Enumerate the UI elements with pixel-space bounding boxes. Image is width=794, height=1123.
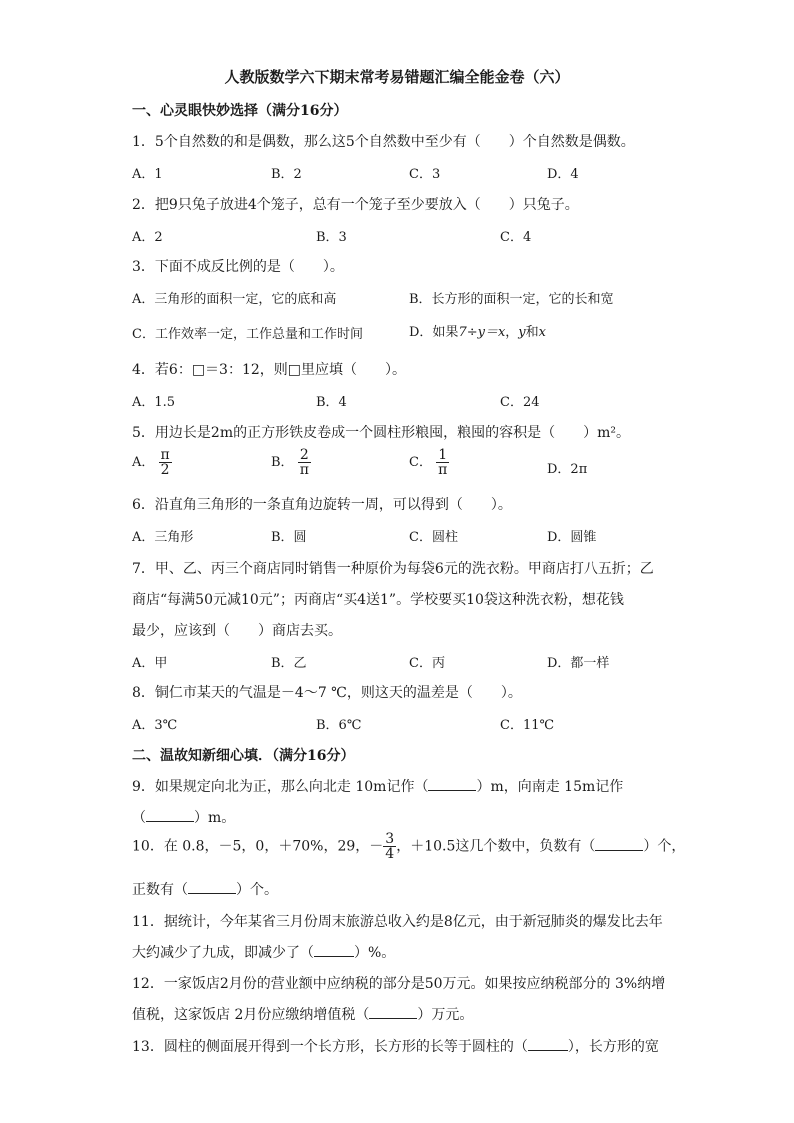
q1-option-d[interactable]: D．4 [547, 167, 579, 182]
q5-a-denominator: 2 [160, 462, 170, 478]
question-7-line-3: 最少，应该到（ ）商店去买。 [132, 623, 342, 639]
q10-blank-2[interactable] [188, 881, 236, 894]
q10-denominator: 4 [385, 846, 395, 862]
q9-blank-1[interactable] [428, 778, 476, 791]
q12-blank[interactable] [369, 1006, 417, 1019]
q3-option-b[interactable]: B．长方形的面积一定，它的长和宽 [409, 292, 614, 307]
q6-option-c[interactable]: C．圆柱 [409, 530, 458, 545]
q3-option-d-sep: ， [505, 325, 519, 340]
question-2: 2．把9只兔子放进4个笼子，总有一个笼子至少要放入（ ）只兔子。 [132, 197, 579, 213]
q8-option-c[interactable]: C．11℃ [500, 718, 555, 733]
q5-a-numerator: π [160, 447, 170, 463]
q10-text-e: ）个。 [236, 882, 278, 898]
question-10-line-1 [132, 832, 685, 861]
q9-blank-2[interactable] [146, 809, 194, 822]
q1-option-c[interactable]: C．3 [409, 167, 441, 182]
question-12-line-1: 12．一家饭店2月份的营业额中应纳税的部分是50万元。如果按应纳税部分的 3%纳增 [132, 976, 666, 992]
question-1: 1．5个自然数的和是偶数，那么这5个自然数中至少有（ ）个自然数是偶数。 [132, 134, 635, 150]
section-1-heading: 一、心灵眼快妙选择（满分16分） [132, 103, 348, 119]
q7-option-b[interactable]: B．乙 [271, 656, 307, 671]
question-10-line-2 [132, 879, 278, 899]
q3-option-d-and: 和 [525, 325, 539, 340]
q11-text-b: ）%。 [354, 945, 396, 961]
q3-option-d-y: y [518, 325, 526, 340]
q10-blank-1[interactable] [595, 838, 643, 851]
question-5: 5．用边长是2m的正方形铁皮卷成一个圆柱形粮囤，粮囤的容积是（ ）m²。 [132, 425, 630, 441]
question-8: 8．铜仁市某天的气温是－4～7 ℃，则这天的温差是（ ）。 [132, 685, 522, 701]
question-9-line-2 [132, 807, 235, 827]
q5-option-b-label: B． [271, 455, 294, 470]
q11-blank[interactable] [314, 944, 354, 957]
q7-option-a[interactable]: A．甲 [132, 656, 168, 671]
q2-option-a[interactable]: A．2 [132, 230, 163, 245]
q3-option-d-x: x [538, 325, 547, 340]
q13-text-a: 13．圆柱的侧面展开得到一个长方形，长方形的长等于圆柱的（ [132, 1039, 528, 1055]
q4-option-c[interactable]: C．24 [500, 395, 540, 410]
q8-option-a[interactable]: A．3℃ [132, 718, 178, 733]
q5-option-b-fraction [298, 448, 311, 477]
q6-option-d[interactable]: D．圆锥 [547, 530, 597, 545]
q5-option-b[interactable] [271, 448, 311, 477]
q9-text-c: （ [132, 810, 146, 826]
q10-text-a: 10．在 0.8，－5，0，＋70%，29，－ [132, 838, 384, 855]
q5-option-a-fraction [159, 448, 172, 477]
q12-text-a: 值税，这家饭店 2月份应缴纳增值税（ [132, 1007, 370, 1023]
q9-text-a: 9．如果规定向北为正，那么向北走 10m记作（ [132, 779, 429, 795]
q6-option-a[interactable]: A．三角形 [132, 530, 194, 545]
q3-option-d-prefix: D．如果 [409, 325, 459, 340]
q5-c-denominator: π [438, 462, 448, 478]
question-11-line-1: 11．据统计，今年某省三月份周末旅游总收入约是8亿元，由于新冠肺炎的爆发比去年 [132, 914, 663, 930]
q7-option-c[interactable]: C．丙 [409, 656, 445, 671]
page-title: 人教版数学六下期末常考易错题汇编全能金卷（六） [224, 68, 570, 86]
question-13-line-1 [132, 1036, 659, 1056]
q12-text-b: ）万元。 [417, 1007, 474, 1023]
q8-option-b[interactable]: B．6℃ [316, 718, 362, 733]
question-12-line-2 [132, 1004, 473, 1024]
q3-option-a[interactable]: A．三角形的面积一定，它的底和高 [132, 292, 337, 307]
q5-b-denominator: π [299, 462, 309, 478]
q4-option-a[interactable]: A．1.5 [132, 395, 176, 410]
q13-text-b: ），长方形的宽 [567, 1039, 659, 1055]
q3-option-c[interactable]: C．工作效率一定，工作总量和工作时间 [132, 327, 363, 342]
q5-option-a[interactable] [132, 448, 172, 477]
q5-b-numerator: 2 [298, 448, 311, 463]
question-3: 3．下面不成反比例的是（ ）。 [132, 259, 344, 275]
q6-option-b[interactable]: B．圆 [271, 530, 307, 545]
q1-option-b[interactable]: B．2 [271, 167, 302, 182]
q13-blank[interactable] [528, 1038, 568, 1051]
q5-option-c-fraction [436, 448, 449, 477]
q5-option-a-label: A． [132, 455, 155, 470]
q5-option-c[interactable] [409, 448, 449, 477]
q7-option-d[interactable]: D．都一样 [547, 656, 610, 671]
q10-fraction [383, 832, 396, 861]
q4-option-b[interactable]: B．4 [316, 395, 347, 410]
q5-c-numerator: 1 [436, 448, 449, 463]
q10-text-b: ，＋10.5这几个数中，负数有（ [396, 838, 596, 855]
q1-option-a[interactable]: A．1 [132, 167, 163, 182]
q11-text-a: 大约减少了九成，即减少了（ [132, 945, 314, 961]
question-7-line-1: 7．甲、乙、丙三个商店同时销售一种原价为每袋6元的洗衣粉。甲商店打八五折；乙 [132, 561, 654, 577]
q2-option-c[interactable]: C．4 [500, 230, 532, 245]
question-7-line-2: 商店“每满50元减10元”；丙商店“买4送1”。学校要买10袋这种洗衣粉，想花钱 [132, 592, 624, 608]
section-2-heading: 二、温故知新细心填．（满分16分） [132, 748, 355, 764]
question-4: 4．若6：□＝3：12，则□里应填（ ）。 [132, 362, 406, 378]
q2-option-b[interactable]: B．3 [316, 230, 347, 245]
q3-option-d[interactable] [409, 321, 546, 340]
q3-option-d-equation: 7÷y＝x [458, 325, 506, 340]
q9-text-b: ）m，向南走 15m记作 [476, 779, 624, 795]
question-11-line-2 [132, 942, 395, 962]
q10-text-d: 正数有（ [132, 882, 188, 898]
question-9-line-1 [132, 776, 623, 796]
q10-text-c: ）个， [643, 838, 686, 855]
q5-option-c-label: C． [409, 455, 432, 470]
q10-numerator: 3 [385, 831, 395, 847]
question-6: 6．沿直角三角形的一条直角边旋转一周，可以得到（ ）。 [132, 497, 512, 513]
q9-text-d: ）m。 [194, 810, 236, 826]
q5-option-d[interactable]: D．2π [547, 462, 588, 477]
